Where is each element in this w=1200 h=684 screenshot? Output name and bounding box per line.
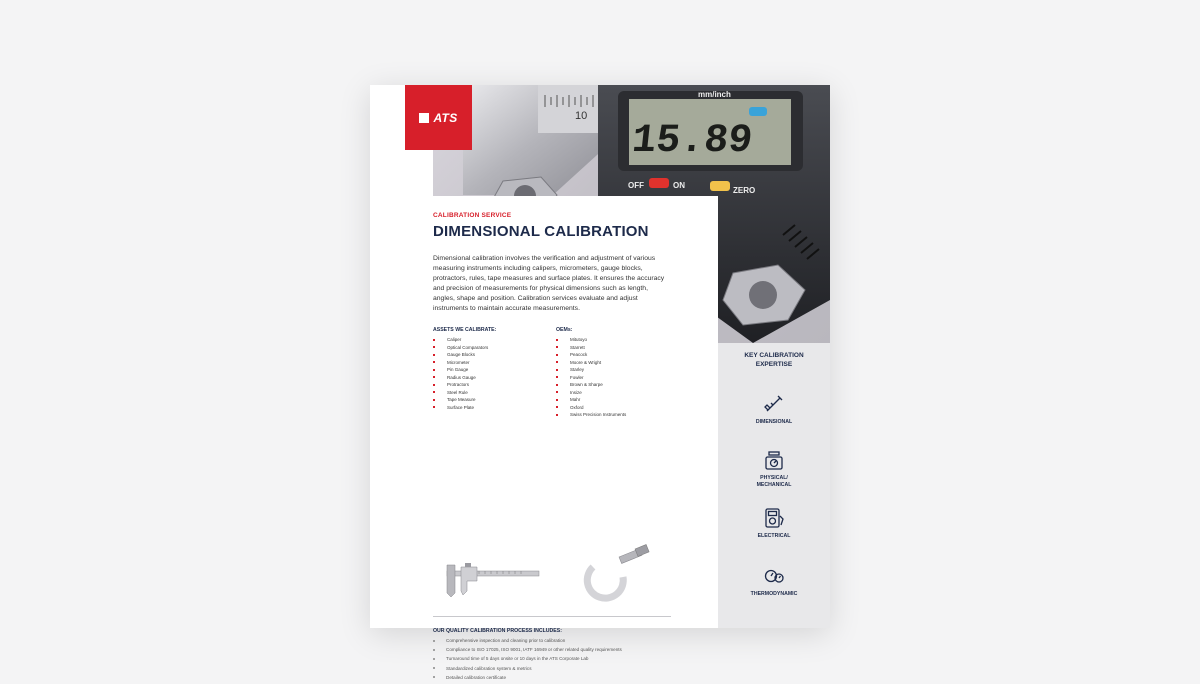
process-heading: OUR QUALITY CALIBRATION PROCESS INCLUDES:: [433, 628, 562, 634]
expertise-item-electrical: ELECTRICAL: [718, 507, 830, 540]
main-content: [370, 196, 718, 680]
caliper-icon: [763, 393, 785, 415]
page-title: DIMENSIONAL CALIBRATION: [433, 223, 649, 240]
list-item: Starley: [556, 366, 626, 374]
list-item: Standardized calibration system & metrics: [433, 666, 671, 671]
unit-toggle-button: [749, 107, 767, 116]
sidebar-title: KEY CALIBRATION EXPERTISE: [744, 352, 804, 368]
list-item: Detailed calibration certificate: [433, 675, 671, 680]
list-item: Oxford: [556, 404, 626, 412]
list-item: Mitutoyo: [556, 336, 626, 344]
svg-text:10: 10: [575, 110, 588, 122]
list-item: Insize: [556, 389, 626, 397]
datasheet-page: [370, 85, 830, 680]
tool-illustrations: [433, 541, 673, 601]
list-item: Swiss Precision Instruments: [556, 411, 626, 419]
list-item: Radius Gauge: [433, 374, 488, 382]
list-item: Optical Comparators: [433, 344, 488, 352]
list-item: Tape Measure: [433, 396, 488, 404]
svg-text:ON: ON: [673, 181, 685, 190]
svg-text:OFF: OFF: [628, 181, 644, 190]
assets-list: [433, 336, 488, 411]
list-item: Turnaround time of 5 days onsite or 10 days in the ATS Corporate Lab: [433, 656, 671, 661]
list-item: Surface Plate: [433, 404, 488, 412]
section-divider: [433, 616, 671, 617]
oems-heading: OEMs:: [556, 327, 573, 333]
list-item: Micrometer: [433, 359, 488, 367]
list-item: Steel Rule: [433, 389, 488, 397]
list-item: Starrett: [556, 344, 626, 352]
list-item: Caliper: [433, 336, 488, 344]
svg-text:mm/inch: mm/inch: [698, 90, 731, 99]
expertise-item-thermodynamic: THERMODYNAMIC: [718, 565, 830, 598]
eyebrow-label: CALIBRATION SERVICE: [433, 212, 512, 219]
lcd-reading: 15.89: [629, 119, 755, 164]
oems-list: [556, 336, 626, 419]
list-item: Pin Gauge: [433, 366, 488, 374]
micrometer-image: [583, 547, 653, 597]
off-button: [649, 178, 669, 188]
list-item: Gauge Blocks: [433, 351, 488, 359]
list-item: Protractors: [433, 381, 488, 389]
list-item: Fowler: [556, 374, 626, 382]
scale-icon: [763, 449, 785, 471]
gauges-icon: [763, 565, 785, 587]
multimeter-icon: [763, 507, 785, 529]
list-item: Mahr: [556, 396, 626, 404]
svg-text:ZERO: ZERO: [733, 186, 756, 195]
ats-logo: ATS: [405, 85, 472, 150]
expertise-item-physical-mechanical: PHYSICAL/ MECHANICAL: [718, 449, 830, 488]
list-item: Moore & Wright: [556, 359, 626, 367]
vernier-caliper-image: [443, 559, 543, 599]
intro-paragraph: Dimensional calibration involves the verification and adjustment of various measuring instruments including calipers, micrometers, gauge blocks, protractors, rules, tape measures and surface plates. It ensures the accuracy and precision of measurements for physical dimensions such as length, angles, shape and position. Calibration services evaluate and adjust instruments to maintain accurate measurements.: [433, 255, 665, 312]
list-item: Compliance to ISO 17025, ISO 9001, IATF 16949 or other related quality requirements: [433, 647, 671, 652]
list-item: Comprehensive inspection and cleaning prior to calibration: [433, 638, 671, 643]
process-list: [433, 638, 671, 684]
list-item: Brown & Sharpe: [556, 381, 626, 389]
list-item: Peacock: [556, 351, 626, 359]
zero-button: [710, 181, 730, 191]
assets-heading: ASSETS WE CALIBRATE:: [433, 327, 497, 333]
expertise-sidebar: [718, 343, 830, 628]
expertise-item-dimensional: DIMENSIONAL: [718, 393, 830, 426]
